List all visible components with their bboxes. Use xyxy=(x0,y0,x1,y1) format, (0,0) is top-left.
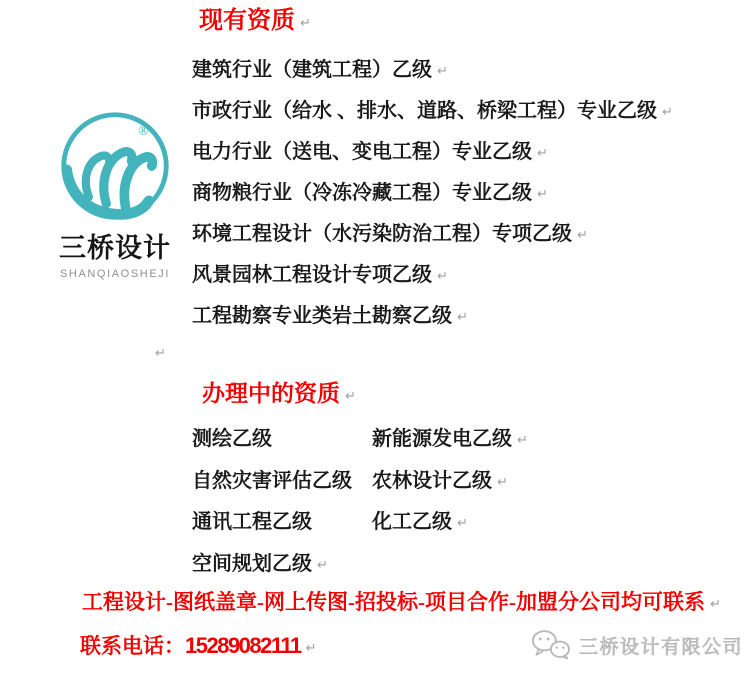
section-heading-current xyxy=(199,7,311,38)
paragraph-mark-icon: ↵ xyxy=(300,16,311,31)
company-logo xyxy=(50,108,180,280)
pending-qualification-row xyxy=(192,544,528,586)
paragraph-mark-icon: ↵ xyxy=(709,597,721,612)
qualification-item xyxy=(192,50,673,91)
pending-right-item: 化工乙级 xyxy=(372,511,452,534)
pending-right-item: 农林设计乙级 xyxy=(372,469,492,492)
paragraph-mark-icon: ↵ xyxy=(345,389,356,404)
phone-number: 15289082111 xyxy=(185,633,301,658)
pending-qualification-row xyxy=(192,419,528,461)
section-heading-pending-text: 办理中的资质 xyxy=(202,381,340,406)
paragraph-mark-icon: ↵ xyxy=(537,146,548,161)
pending-right-item: 新能源发电乙级 xyxy=(372,428,512,450)
phone-label: 联系电话： xyxy=(80,634,185,658)
current-qualifications-list xyxy=(192,50,673,337)
brand-name: 三桥设计 xyxy=(59,233,171,263)
pending-left-item: 测绘乙级 xyxy=(192,428,272,450)
paragraph-mark-icon: ↵ xyxy=(662,105,673,120)
empty-paragraph-line xyxy=(150,344,166,364)
paragraph-mark-icon: ↵ xyxy=(437,269,448,284)
qualification-item xyxy=(192,296,673,337)
qualification-item-text: 电力行业（送电、变电工程）专业乙级 xyxy=(192,141,532,163)
paragraph-mark-icon: ↵ xyxy=(537,187,548,202)
company-watermark xyxy=(530,629,743,661)
qualification-item xyxy=(192,132,673,173)
services-line xyxy=(82,588,721,619)
section-heading-current-text: 现有资质 xyxy=(199,8,295,34)
qualification-item xyxy=(192,214,673,255)
pending-left-item: 通讯工程乙级 xyxy=(192,511,312,534)
paragraph-mark-icon: ↵ xyxy=(155,346,166,361)
paragraph-mark-icon: ↵ xyxy=(437,64,448,79)
qualification-item xyxy=(192,173,673,214)
wechat-icon xyxy=(530,629,572,661)
paragraph-mark-icon: ↵ xyxy=(457,310,468,325)
qualification-item-text: 风景园林工程设计专项乙级 xyxy=(192,264,432,286)
paragraph-mark-icon: ↵ xyxy=(317,557,328,573)
paragraph-mark-icon: ↵ xyxy=(577,228,588,243)
pending-qualifications-list xyxy=(192,419,528,585)
pending-left-item: 自然灾害评估乙级 xyxy=(192,469,352,492)
brand-latin-name: SHANQIAOSHEJI xyxy=(59,268,171,280)
qualification-item-text: 建筑行业（建筑工程）乙级 xyxy=(192,59,432,81)
paragraph-mark-icon: ↵ xyxy=(305,641,317,656)
pending-qualification-row xyxy=(192,461,528,503)
services-line-text: 工程设计-图纸盖章-网上传图-招投标-项目合作-加盟分公司均可联系 xyxy=(82,590,705,614)
wave-logo-icon xyxy=(57,108,173,224)
pending-qualification-row xyxy=(192,502,528,544)
qualification-item-text: 市政行业（给水 、排水、道路、桥梁工程）专业乙级 xyxy=(192,100,657,122)
qualification-item-text: 工程勘察专业类岩土勘察乙级 xyxy=(192,305,452,327)
pending-left-item: 空间规划乙级 xyxy=(192,552,312,575)
watermark-company-name: 三桥设计有限公司 xyxy=(579,636,744,658)
contact-phone-line xyxy=(80,632,317,663)
paragraph-mark-icon: ↵ xyxy=(457,516,468,532)
paragraph-mark-icon: ↵ xyxy=(497,474,508,490)
qualification-item xyxy=(192,255,673,296)
qualification-item-text: 商物粮行业（冷冻冷藏工程）专业乙级 xyxy=(192,182,532,204)
registered-trademark-icon: ® xyxy=(138,123,149,139)
section-heading-pending xyxy=(202,380,356,411)
qualification-item xyxy=(192,91,673,132)
qualification-item-text: 环境工程设计（水污染防治工程）专项乙级 xyxy=(192,223,572,245)
paragraph-mark-icon: ↵ xyxy=(517,433,528,448)
